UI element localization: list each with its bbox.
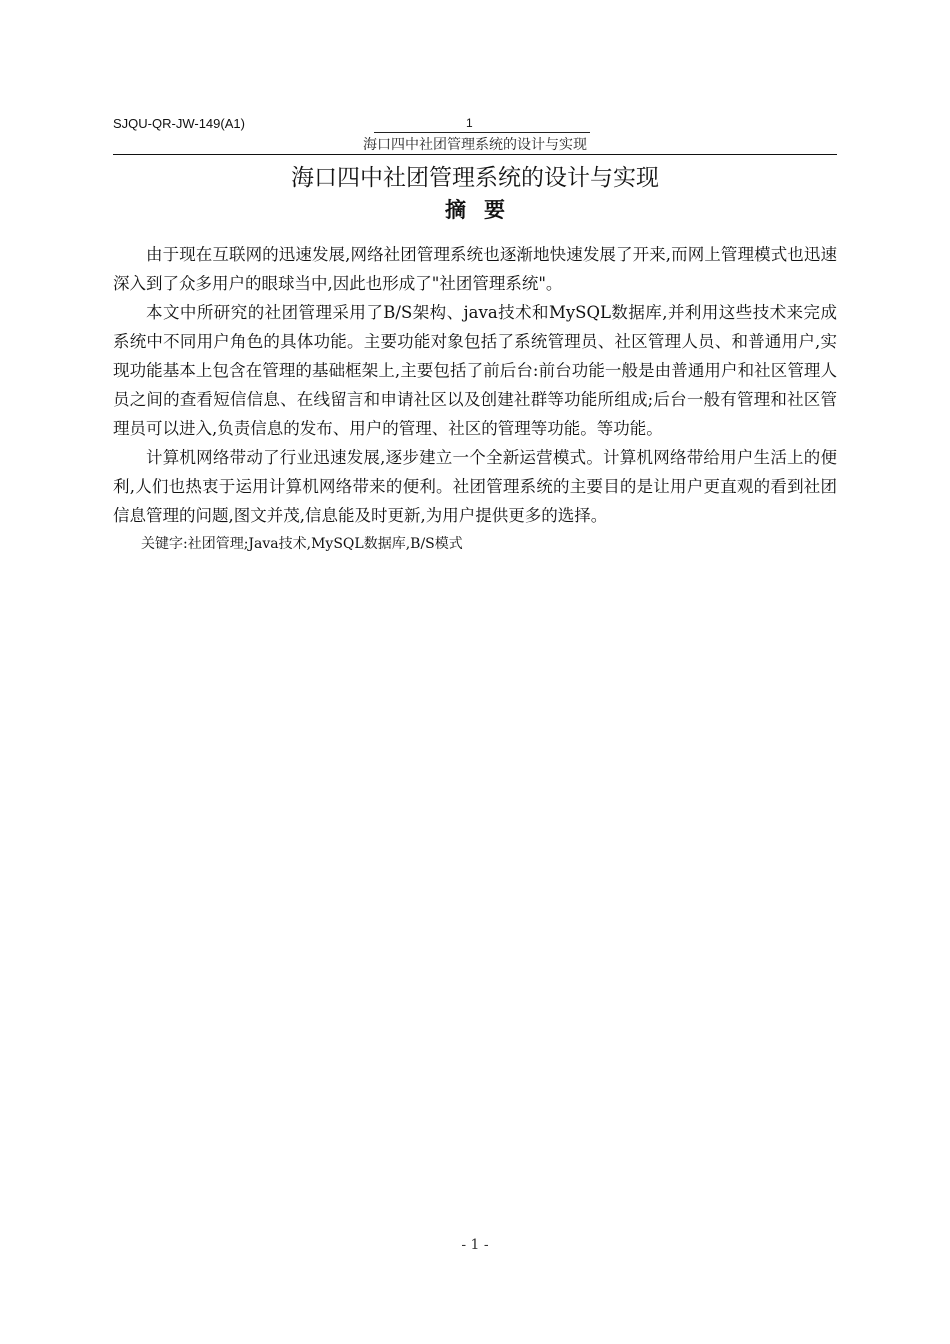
abstract-body <box>113 240 837 559</box>
header-page-number: 1 <box>466 116 473 130</box>
keywords-line: 关键字:社团管理;Java技术,MySQL数据库,B/S模式 <box>141 536 463 552</box>
header-divider <box>113 154 837 155</box>
abstract-paragraph-3: 计算机网络带动了行业迅速发展,逐步建立一个全新运营模式。计算机网络带给用户生活上的便利,人们也热衷于运用计算机网络带来的便利。社团管理系统的主要目的是让用户更直观的看到社团信息管理的问题,图文并茂,信息能及时更新,为用户提供更多的选择。 <box>113 448 837 525</box>
abstract-heading: 摘要 <box>445 198 523 222</box>
document-title: 海口四中社团管理系统的设计与实现 <box>291 165 659 191</box>
abstract-paragraph-1: 由于现在互联网的迅速发展,网络社团管理系统也逐渐地快速发展了开来,而网上管理模式也迅速深入到了众多用户的眼球当中,因此也形成了"社团管理系统"。 <box>113 245 837 293</box>
header-number-underline <box>374 132 590 133</box>
page-footer-number: - 1 - <box>461 1237 489 1253</box>
running-title: 海口四中社团管理系统的设计与实现 <box>363 137 587 153</box>
document-code: SJQU-QR-JW-149(A1) <box>113 116 245 131</box>
abstract-paragraph-2: 本文中所研究的社团管理采用了B/S架构、java技术和MySQL数据库,并利用这些技术来完成系统中不同用户角色的具体功能。主要功能对象包括了系统管理员、社区管理人员、和普通用户,实现功能基本上包含在管理的基础框架上,主要包括了前后台:前台功能一般是由普通用户和社区管理人员之间的查看短信信息、在线留言和申请社区以及创建社群等功能所组成;后台一般有管理和社区管理员可以进入,负责信息的发布、用户的管理、社区的管理等功能。等功能。 <box>113 303 837 438</box>
